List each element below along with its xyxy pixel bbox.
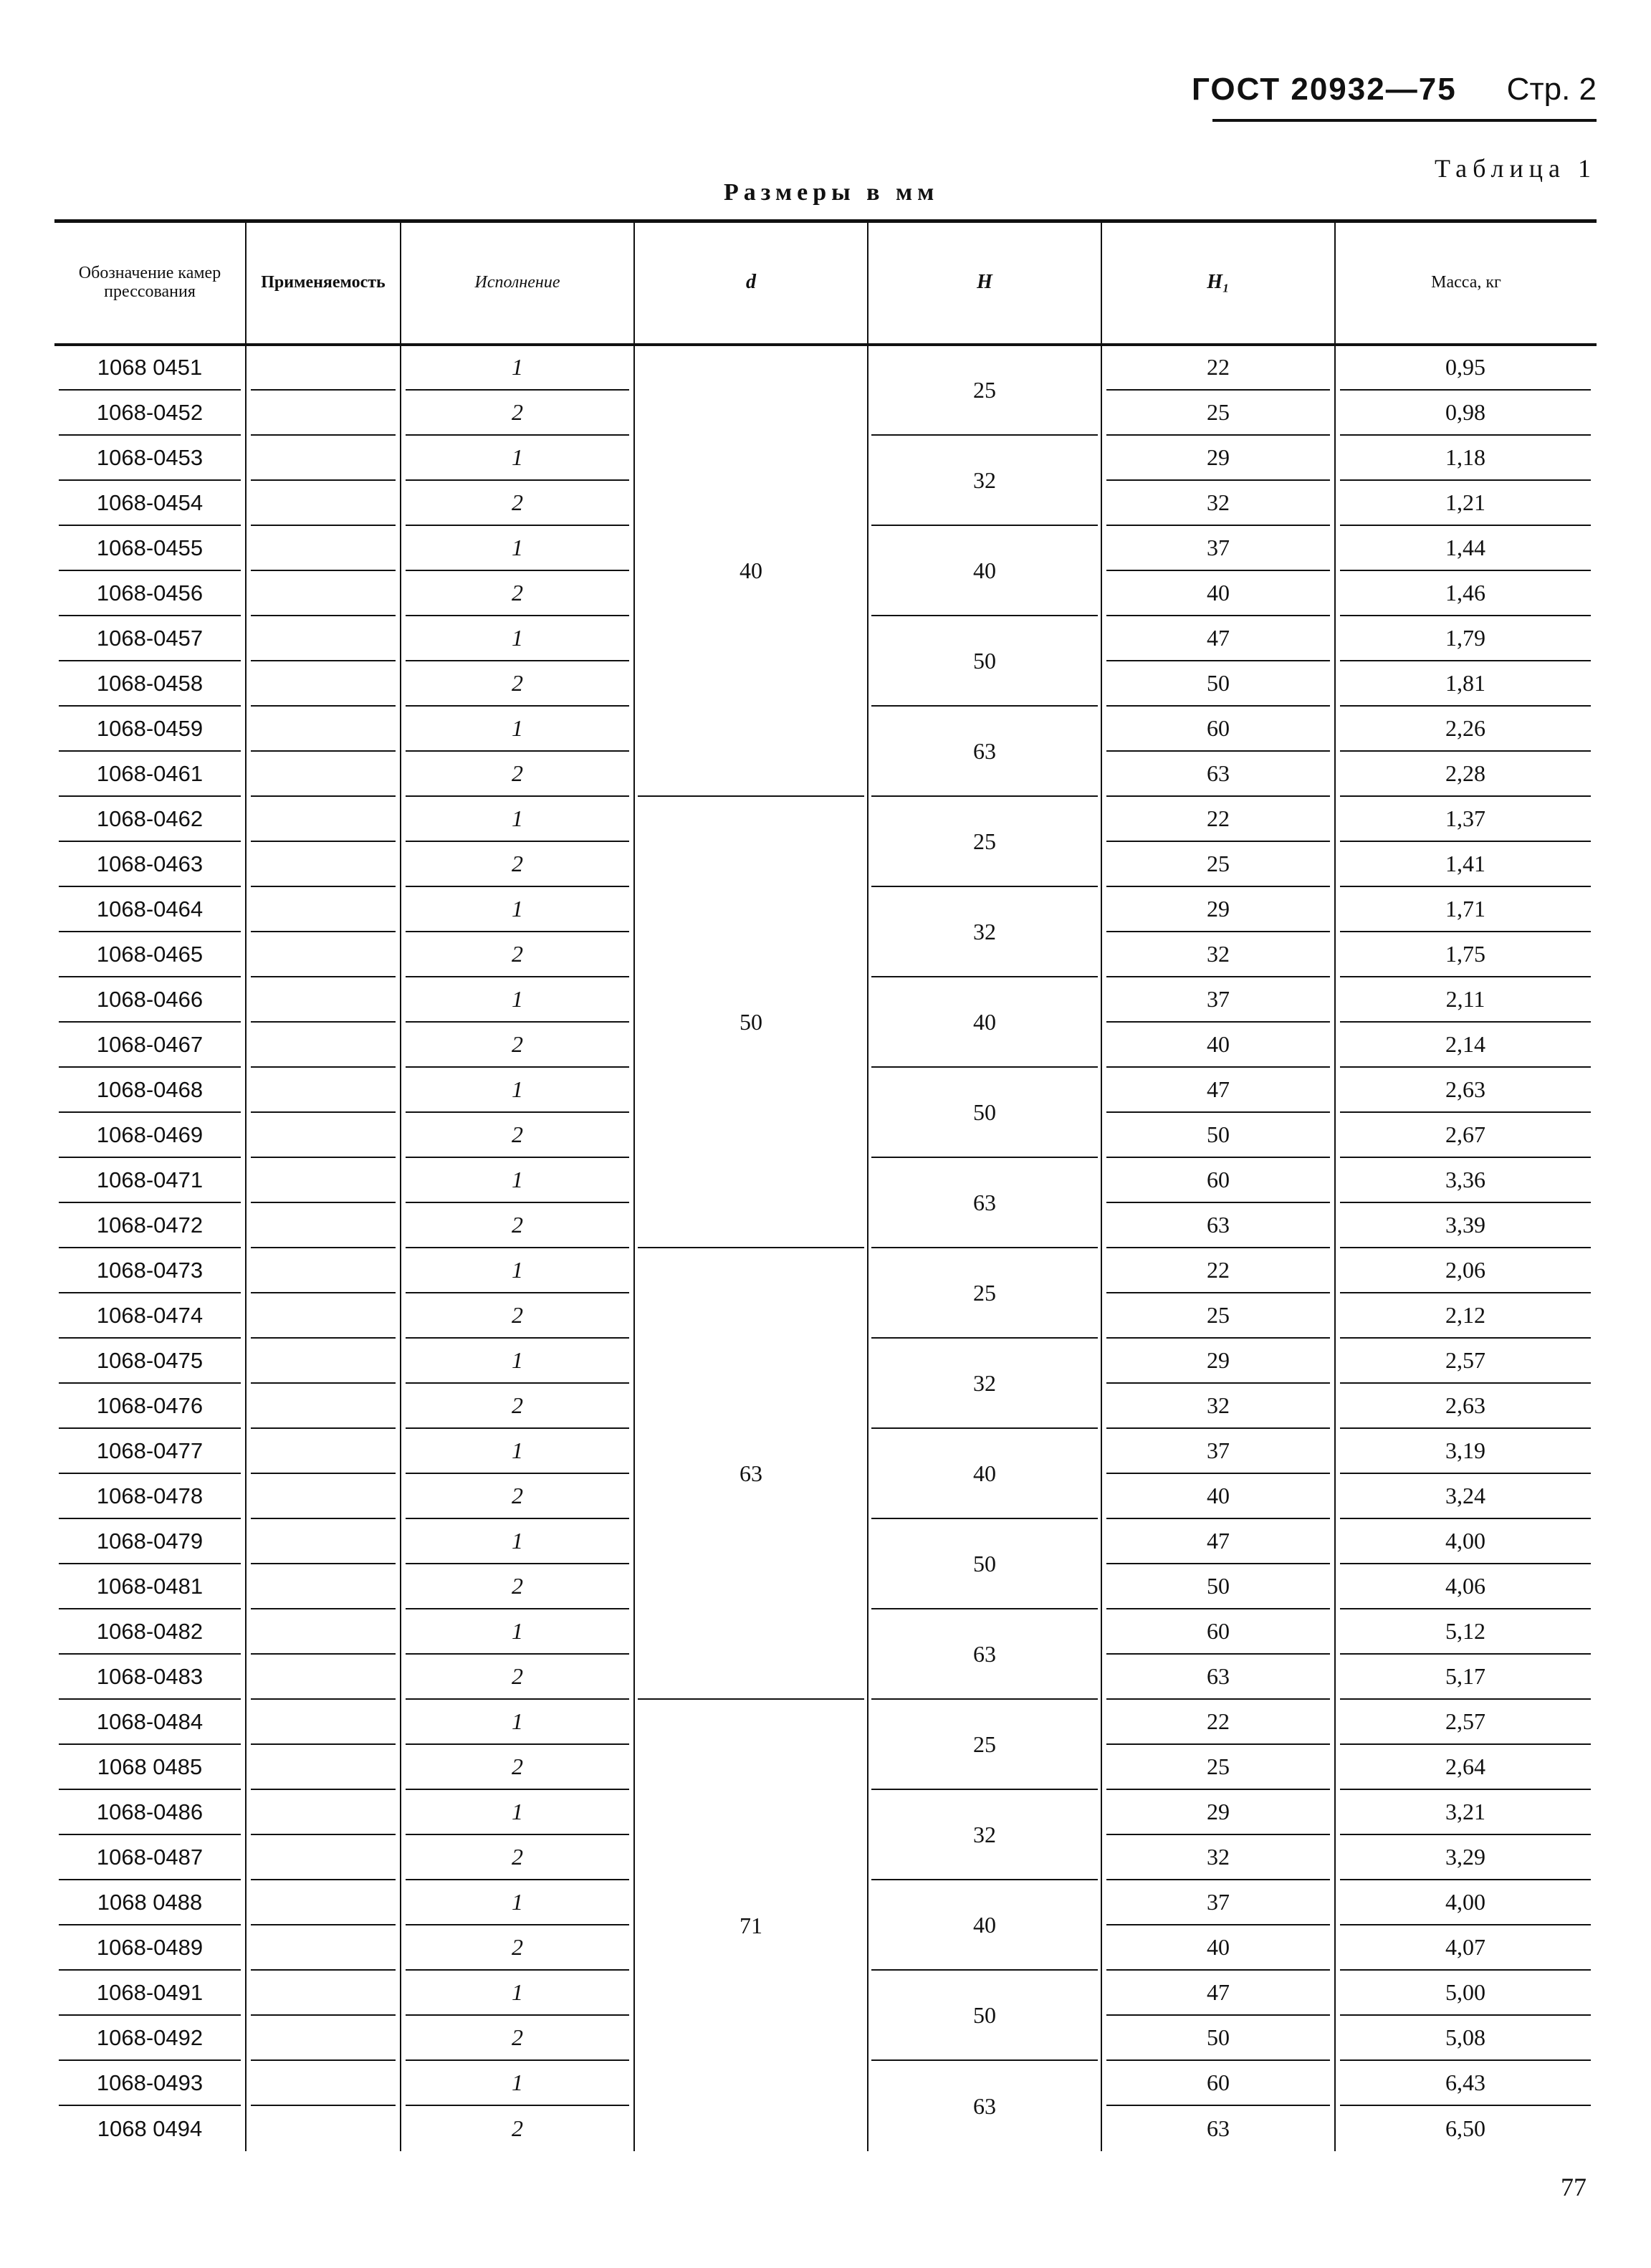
header-mass: Масса, кг — [1431, 272, 1501, 292]
h-cell: 50 — [871, 616, 1098, 707]
h1-cell: 40 — [1106, 1474, 1330, 1519]
h1-cell: 50 — [1106, 2016, 1330, 2061]
mass-cell: 1,37 — [1340, 797, 1591, 842]
h-cell: 50 — [871, 1971, 1098, 2061]
header-applicability: Применяемость — [261, 272, 386, 292]
h1-cell: 37 — [1106, 526, 1330, 571]
column-divider — [1101, 219, 1102, 2151]
designation-cell: 1068-0467 — [59, 1023, 241, 1068]
designation-cell: 1068-0477 — [59, 1429, 241, 1474]
designation-cell: 1068-0476 — [59, 1384, 241, 1429]
column-divider — [867, 219, 868, 2151]
h1-cell: 60 — [1106, 707, 1330, 752]
applicability-cell — [251, 1835, 396, 1880]
designation-cell: 1068-0474 — [59, 1293, 241, 1339]
applicability-cell — [251, 1339, 396, 1384]
version-cell: 2 — [406, 1023, 629, 1068]
applicability-cell — [251, 1564, 396, 1609]
version-cell: 2 — [406, 1745, 629, 1790]
mass-cell: 1,71 — [1340, 887, 1591, 932]
h1-cell: 40 — [1106, 571, 1330, 616]
version-cell: 2 — [406, 481, 629, 526]
applicability-cell — [251, 2106, 396, 2151]
h1-cell: 29 — [1106, 1790, 1330, 1835]
mass-cell: 4,00 — [1340, 1519, 1591, 1564]
version-cell: 1 — [406, 1519, 629, 1564]
applicability-cell — [251, 1474, 396, 1519]
h1-cell: 63 — [1106, 1655, 1330, 1700]
version-cell: 1 — [406, 707, 629, 752]
mass-cell: 3,39 — [1340, 1203, 1591, 1248]
h1-cell: 37 — [1106, 1429, 1330, 1474]
h1-cell: 60 — [1106, 1158, 1330, 1203]
h1-cell: 60 — [1106, 1609, 1330, 1655]
h1-cell: 29 — [1106, 436, 1330, 481]
mass-cell: 1,81 — [1340, 661, 1591, 707]
h1-cell: 32 — [1106, 1384, 1330, 1429]
h-cell: 40 — [871, 977, 1098, 1068]
designation-cell: 1068-0469 — [59, 1113, 241, 1158]
applicability-cell — [251, 481, 396, 526]
mass-cell: 1,18 — [1340, 436, 1591, 481]
h1-cell: 63 — [1207, 2115, 1230, 2141]
applicability-cell — [251, 1925, 396, 1971]
applicability-cell — [251, 1429, 396, 1474]
designation-cell: 1068-0455 — [59, 526, 241, 571]
designation-cell: 1068-0453 — [59, 436, 241, 481]
applicability-cell — [251, 707, 396, 752]
h1-cell: 29 — [1106, 1339, 1330, 1384]
mass-cell: 5,08 — [1340, 2016, 1591, 2061]
designation-cell: 1068-0452 — [59, 391, 241, 436]
version-cell: 1 — [406, 1068, 629, 1113]
mass-cell: 5,17 — [1340, 1655, 1591, 1700]
version-cell: 1 — [406, 1339, 629, 1384]
applicability-cell — [251, 616, 396, 661]
mass-cell: 6,43 — [1340, 2061, 1591, 2106]
h1-cell: 63 — [1106, 752, 1330, 797]
h1-cell: 37 — [1106, 1880, 1330, 1925]
column-divider — [1334, 219, 1336, 2151]
mass-cell: 3,36 — [1340, 1158, 1591, 1203]
designation-cell: 1068-0489 — [59, 1925, 241, 1971]
h1-cell: 29 — [1106, 887, 1330, 932]
h-cell: 32 — [871, 436, 1098, 526]
header-h: H — [977, 270, 992, 293]
h-cell: 40 — [871, 526, 1098, 616]
applicability-cell — [251, 391, 396, 436]
applicability-cell — [251, 2061, 396, 2106]
mass-cell: 2,57 — [1340, 1339, 1591, 1384]
designation-cell: 1068-0457 — [59, 616, 241, 661]
version-cell: 1 — [406, 887, 629, 932]
applicability-cell — [251, 842, 396, 887]
version-cell: 1 — [406, 1880, 629, 1925]
applicability-cell — [251, 1519, 396, 1564]
applicability-cell — [251, 1248, 396, 1293]
version-cell: 2 — [406, 932, 629, 977]
mass-cell: 1,44 — [1340, 526, 1591, 571]
h1-cell: 32 — [1106, 1835, 1330, 1880]
header-version: Исполнение — [474, 272, 560, 292]
designation-cell: 1068-0462 — [59, 797, 241, 842]
version-cell: 2 — [512, 2115, 523, 2141]
applicability-cell — [251, 1655, 396, 1700]
mass-cell: 2,67 — [1340, 1113, 1591, 1158]
applicability-cell — [251, 1203, 396, 1248]
version-cell: 1 — [406, 1158, 629, 1203]
applicability-cell — [251, 661, 396, 707]
h1-cell: 47 — [1106, 616, 1330, 661]
mass-cell: 5,12 — [1340, 1609, 1591, 1655]
h1-cell: 22 — [1106, 797, 1330, 842]
designation-cell: 1068-0458 — [59, 661, 241, 707]
applicability-cell — [251, 345, 396, 391]
applicability-cell — [251, 1609, 396, 1655]
standard-number: ГОСТ 20932—75 — [1192, 72, 1457, 107]
designation-cell: 1068-0491 — [59, 1971, 241, 2016]
version-cell: 2 — [406, 842, 629, 887]
version-cell: 2 — [406, 1203, 629, 1248]
version-cell: 2 — [406, 1835, 629, 1880]
mass-cell: 2,12 — [1340, 1293, 1591, 1339]
applicability-cell — [251, 1293, 396, 1339]
applicability-cell — [251, 571, 396, 616]
version-cell: 2 — [406, 571, 629, 616]
applicability-cell — [251, 1790, 396, 1835]
designation-cell: 1068-0478 — [59, 1474, 241, 1519]
designation-cell: 1068 0488 — [59, 1880, 241, 1925]
mass-cell: 1,41 — [1340, 842, 1591, 887]
units-caption: Размеры в мм — [724, 179, 939, 206]
h1-cell: 32 — [1106, 932, 1330, 977]
h1-cell: 63 — [1106, 1203, 1330, 1248]
mass-cell: 1,46 — [1340, 571, 1591, 616]
header-designation: Обозначение камер прессования — [78, 263, 221, 301]
h-cell: 40 — [871, 1429, 1098, 1519]
version-cell: 1 — [406, 1790, 629, 1835]
d-cell: 50 — [638, 797, 864, 1248]
applicability-cell — [251, 977, 396, 1023]
applicability-cell — [251, 797, 396, 842]
applicability-cell — [251, 1745, 396, 1790]
h1-cell: 22 — [1106, 1248, 1330, 1293]
mass-cell: 2,64 — [1340, 1745, 1591, 1790]
h1-cell: 25 — [1106, 1293, 1330, 1339]
mass-cell: 3,24 — [1340, 1474, 1591, 1519]
h1-cell: 50 — [1106, 1564, 1330, 1609]
h1-cell: 47 — [1106, 1971, 1330, 2016]
mass-cell: 2,26 — [1340, 707, 1591, 752]
h-cell: 25 — [871, 345, 1098, 436]
h1-cell: 25 — [1106, 1745, 1330, 1790]
mass-cell: 2,63 — [1340, 1068, 1591, 1113]
applicability-cell — [251, 436, 396, 481]
h1-cell: 32 — [1106, 481, 1330, 526]
h1-cell: 50 — [1106, 1113, 1330, 1158]
h-cell: 63 — [871, 707, 1098, 797]
designation-cell: 1068-0464 — [59, 887, 241, 932]
version-cell: 1 — [406, 1971, 629, 2016]
designation-cell: 1068-0459 — [59, 707, 241, 752]
h1-cell: 47 — [1106, 1068, 1330, 1113]
h-cell: 50 — [871, 1519, 1098, 1609]
h-cell: 25 — [871, 1700, 1098, 1790]
version-cell: 2 — [406, 1293, 629, 1339]
column-divider — [633, 219, 635, 2151]
version-cell: 2 — [406, 2016, 629, 2061]
version-cell: 2 — [406, 661, 629, 707]
mass-cell: 1,21 — [1340, 481, 1591, 526]
h1-cell: 25 — [1106, 391, 1330, 436]
applicability-cell — [251, 526, 396, 571]
applicability-cell — [251, 1384, 396, 1429]
h1-cell: 47 — [1106, 1519, 1330, 1564]
version-cell: 1 — [406, 1429, 629, 1474]
h-cell: 25 — [871, 797, 1098, 887]
designation-cell: 1068-0482 — [59, 1609, 241, 1655]
designation-cell: 1068-0456 — [59, 571, 241, 616]
designation-cell: 1068 0494 — [97, 2115, 203, 2141]
mass-cell: 2,28 — [1340, 752, 1591, 797]
designation-cell: 1068-0461 — [59, 752, 241, 797]
mass-cell: 3,21 — [1340, 1790, 1591, 1835]
version-cell: 1 — [406, 345, 629, 391]
column-divider — [245, 219, 247, 2151]
h-cell: 32 — [871, 1339, 1098, 1429]
header-d: d — [746, 270, 756, 293]
mass-cell: 1,75 — [1340, 932, 1591, 977]
applicability-cell — [251, 1700, 396, 1745]
h-cell: 25 — [871, 1248, 1098, 1339]
version-cell: 1 — [406, 1700, 629, 1745]
designation-cell: 1068-0487 — [59, 1835, 241, 1880]
header-rule — [1212, 119, 1597, 122]
designation-cell: 1068-0493 — [59, 2061, 241, 2106]
mass-cell: 3,19 — [1340, 1429, 1591, 1474]
applicability-cell — [251, 1971, 396, 2016]
d-cell: 40 — [638, 345, 864, 797]
h-cell: 40 — [871, 1880, 1098, 1971]
h1-cell: 50 — [1106, 661, 1330, 707]
designation-cell: 1068-0468 — [59, 1068, 241, 1113]
h-cell: 32 — [871, 887, 1098, 977]
designation-cell: 1068-0475 — [59, 1339, 241, 1384]
applicability-cell — [251, 1068, 396, 1113]
designation-cell: 1068-0466 — [59, 977, 241, 1023]
column-divider — [400, 219, 401, 2151]
page-header — [1192, 72, 1597, 107]
mass-cell: 4,07 — [1340, 1925, 1591, 1971]
designation-cell: 1068 0485 — [59, 1745, 241, 1790]
h-cell: 32 — [871, 1790, 1098, 1880]
designation-cell: 1068-0472 — [59, 1203, 241, 1248]
h-cell: 63 — [871, 1609, 1098, 1700]
version-cell: 1 — [406, 1609, 629, 1655]
mass-cell: 2,11 — [1340, 977, 1591, 1023]
d-cell: 63 — [638, 1248, 864, 1700]
mass-cell: 2,57 — [1340, 1700, 1591, 1745]
version-cell: 1 — [406, 616, 629, 661]
mass-cell: 4,06 — [1340, 1564, 1591, 1609]
mass-cell: 6,50 — [1445, 2115, 1485, 2141]
applicability-cell — [251, 1158, 396, 1203]
designation-cell: 1068-0463 — [59, 842, 241, 887]
mass-cell: 5,00 — [1340, 1971, 1591, 2016]
mass-cell: 4,00 — [1340, 1880, 1591, 1925]
h1-cell: 40 — [1106, 1925, 1330, 1971]
applicability-cell — [251, 1113, 396, 1158]
designation-cell: 1068-0471 — [59, 1158, 241, 1203]
h1-cell: 37 — [1106, 977, 1330, 1023]
version-cell: 2 — [406, 1384, 629, 1429]
version-cell: 2 — [406, 752, 629, 797]
designation-cell: 1068-0481 — [59, 1564, 241, 1609]
mass-cell: 3,29 — [1340, 1835, 1591, 1880]
d-cell: 71 — [740, 1912, 762, 1938]
designation-cell: 1068-0479 — [59, 1519, 241, 1564]
page-reference: Стр. 2 — [1506, 72, 1597, 107]
version-cell: 1 — [406, 977, 629, 1023]
designation-cell: 1068-0492 — [59, 2016, 241, 2061]
mass-cell: 2,63 — [1340, 1384, 1591, 1429]
mass-cell: 0,95 — [1340, 345, 1591, 391]
table-label: Таблица 1 — [1435, 154, 1597, 183]
designation-cell: 1068-0465 — [59, 932, 241, 977]
h1-cell: 60 — [1106, 2061, 1330, 2106]
version-cell: 1 — [406, 2061, 629, 2106]
applicability-cell — [251, 932, 396, 977]
version-cell: 2 — [406, 1925, 629, 1971]
version-cell: 1 — [406, 1248, 629, 1293]
designation-cell: 1068-0484 — [59, 1700, 241, 1745]
mass-cell: 2,06 — [1340, 1248, 1591, 1293]
version-cell: 2 — [406, 391, 629, 436]
designation-cell: 1068-0486 — [59, 1790, 241, 1835]
h-cell: 63 — [871, 1158, 1098, 1248]
applicability-cell — [251, 1023, 396, 1068]
version-cell: 2 — [406, 1655, 629, 1700]
designation-cell: 1068-0454 — [59, 481, 241, 526]
h1-cell: 40 — [1106, 1023, 1330, 1068]
applicability-cell — [251, 1880, 396, 1925]
version-cell: 1 — [406, 436, 629, 481]
h1-cell: 22 — [1106, 1700, 1330, 1745]
applicability-cell — [251, 887, 396, 932]
designation-cell: 1068 0451 — [59, 345, 241, 391]
mass-cell: 1,79 — [1340, 616, 1591, 661]
designation-cell: 1068-0483 — [59, 1655, 241, 1700]
designation-cell: 1068-0473 — [59, 1248, 241, 1293]
page-number: 77 — [1561, 2173, 1587, 2201]
h-cell: 63 — [973, 2092, 996, 2119]
header-h1: H₁ — [1207, 270, 1230, 293]
version-cell: 2 — [406, 1113, 629, 1158]
h1-cell: 22 — [1106, 345, 1330, 391]
h-cell: 50 — [871, 1068, 1098, 1158]
h1-cell: 25 — [1106, 842, 1330, 887]
mass-cell: 0,98 — [1340, 391, 1591, 436]
version-cell: 2 — [406, 1474, 629, 1519]
version-cell: 2 — [406, 1564, 629, 1609]
applicability-cell — [251, 2016, 396, 2061]
mass-cell: 2,14 — [1340, 1023, 1591, 1068]
version-cell: 1 — [406, 797, 629, 842]
applicability-cell — [251, 752, 396, 797]
version-cell: 1 — [406, 526, 629, 571]
